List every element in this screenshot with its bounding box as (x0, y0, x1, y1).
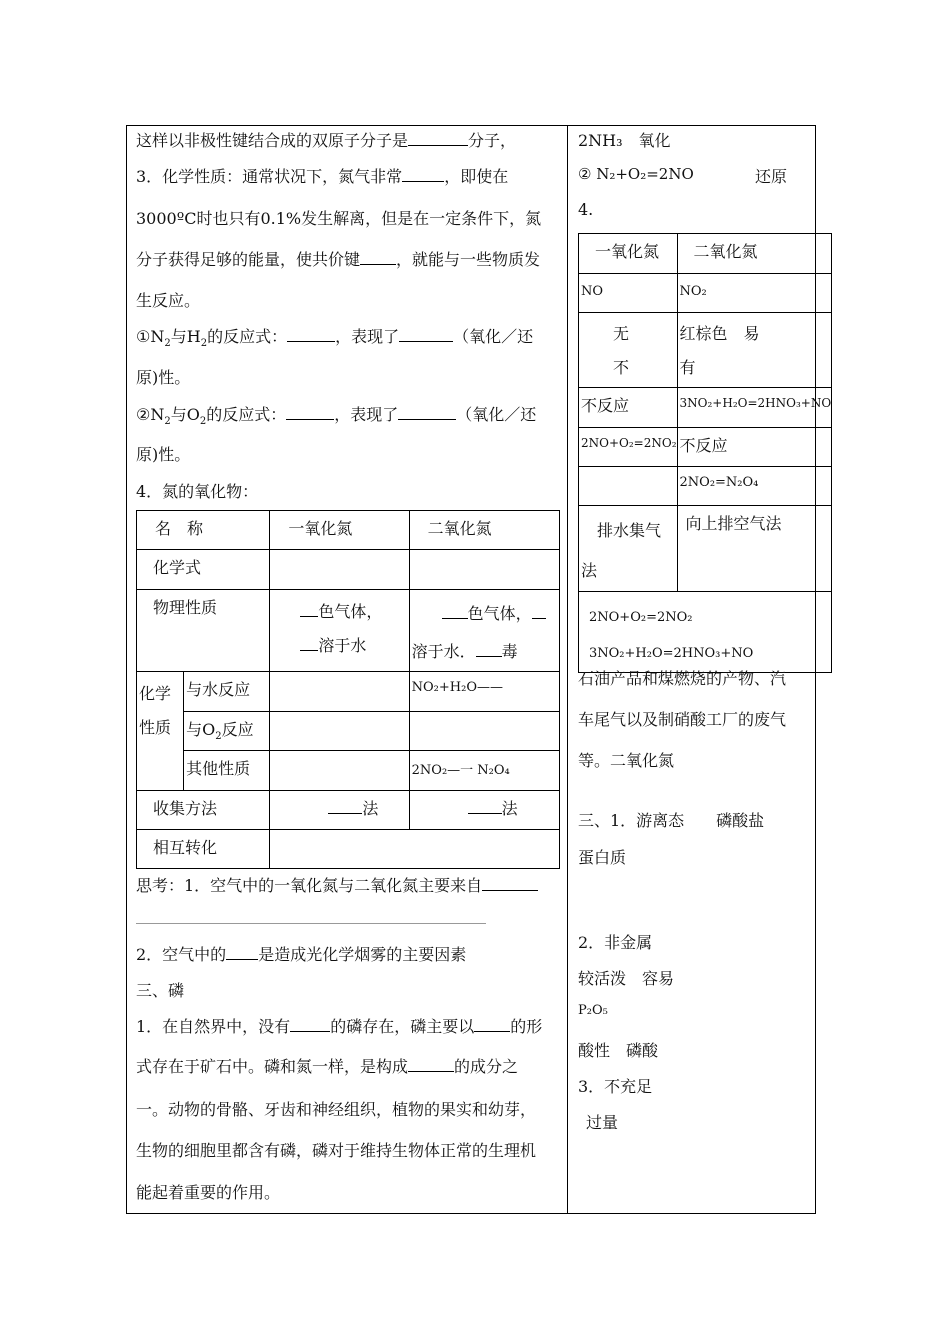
text-line: 分子获得足够的能量，使共价键 ，就能与一些物质发 (136, 250, 541, 269)
table-row-label: 物理性质 (137, 590, 270, 672)
text-line: 生反应。 (136, 291, 201, 310)
table-cell: 2NO₂—一 N₂O₄ (409, 751, 559, 791)
table-header: 一氧化氮 (579, 234, 678, 274)
answer-text: 较活泼 容易 (578, 969, 675, 988)
column-divider (567, 125, 568, 1214)
table-cell: 3NO₂+H₂O=2HNO₃+NO (677, 388, 832, 428)
table-header: 一氧化氮 (270, 511, 409, 550)
answer-text: 2．非金属 (578, 933, 653, 952)
table-cell: 不反应 (579, 388, 678, 428)
table-cell: 不反应 (677, 428, 832, 467)
answer-text: 3．不充足 (578, 1077, 653, 1096)
text-line: 能起着重要的作用。 (136, 1183, 281, 1202)
text-line: 思考：1．空气中的一氧化氮与二氧化氮主要来自 (136, 873, 538, 896)
table-cell: 向上排空气法 (677, 506, 832, 592)
text-line: 式存在于矿石中。磷和氮一样，是构成 的成分之 (136, 1057, 519, 1076)
table-header: 二氧化氮 (409, 511, 559, 550)
section-heading: 三、磷 (136, 981, 185, 1000)
answer-text: 蛋白质 (578, 848, 627, 867)
answer-line (136, 923, 486, 924)
table-cell: NO (579, 274, 678, 313)
table-cell (409, 712, 559, 751)
table-row-label: 与水反应 (184, 672, 270, 712)
answer-text: 三、1．游离态 磷酸盐 (578, 811, 765, 830)
table-cell (579, 467, 678, 506)
table-cell: 排水集气 法 (579, 506, 678, 592)
text-line: $②N_2$与$O_2$的反应式： ，表现了 （氧化／还 (136, 405, 537, 428)
table-row-label: 化学式 (137, 550, 270, 590)
answer-text: 还原 (755, 167, 788, 186)
table-row-label: 收集方法 (137, 791, 270, 830)
table-cell: 2NO+O₂=2NO₂ 3NO₂+H₂O=2HNO₃+NO (579, 592, 832, 673)
table-cell (409, 550, 559, 590)
text-line: 4．氮的氧化物： (136, 482, 259, 501)
table-cell: 2NO₂=N₂O₄ (677, 467, 832, 506)
answer-text: 过量 (586, 1113, 619, 1132)
text-line: 1．在自然界中，没有 的磷存在，磷主要以 的形 (136, 1017, 543, 1036)
table-cell (270, 751, 409, 791)
table-row-label: 相互转化 (137, 830, 270, 869)
table-header: 二氧化氮 (677, 234, 832, 274)
table-row-label: 化学 性质 (137, 672, 184, 791)
table-cell: 法 (409, 791, 559, 830)
text-line: $①N_2$与$H_2$的反应式： ，表现了 （氧化／还 (136, 327, 534, 350)
table-row-label: 与$O_2$反应 (184, 712, 270, 751)
answer-table (578, 233, 832, 673)
answer-text: 2NH₃ 氧化 (578, 131, 671, 150)
answer-text: 等。二氧化氮 (578, 751, 675, 770)
answer-text: 车尾气以及制硝酸工厂的废气 (578, 710, 787, 729)
table-cell: 色气体， 溶于水 (270, 590, 409, 672)
table-cell: NO₂ (677, 274, 832, 313)
answer-text: 酸性 磷酸 (578, 1041, 659, 1060)
answer-text: P₂O₅ (578, 1003, 608, 1018)
text-line: 3000ºC时也只有0.1%发生解离，但是在一定条件下，氮 (136, 209, 542, 228)
text-line: 原)性。 (136, 445, 191, 464)
text-line: 这样以非极性键结合成的双原子分子是 分子， (136, 131, 517, 150)
table-header: 名 称 (137, 511, 270, 550)
text-line: 生物的细胞里都含有磷，磷对于维持生物体正常的生理机 (136, 1141, 537, 1160)
table-cell: 色气体， 溶于水． 毒 (409, 590, 559, 672)
table-cell: 红棕色 易 有 (677, 313, 832, 388)
table-cell: NO₂+H₂O—— (409, 672, 559, 712)
table-cell (270, 712, 409, 751)
answer-text: 石油产品和煤燃烧的产物、汽 (578, 669, 787, 688)
table-cell (270, 550, 409, 590)
table-cell: 法 (270, 791, 409, 830)
nitrogen-oxides-table (136, 510, 560, 869)
text-line: 2．空气中的 是造成光化学烟雾的主要因素 (136, 945, 467, 964)
table-cell: 2NO+O₂=2NO₂ (579, 428, 678, 467)
answer-text: ② N₂+O₂=2NO (578, 165, 694, 183)
answer-text: 4. (578, 200, 594, 219)
table-cell (270, 830, 560, 869)
text-line: 一。动物的骨骼、牙齿和神经组织，植物的果实和幼芽， (136, 1100, 537, 1119)
text-line: 原)性。 (136, 368, 191, 387)
table-cell: 无 不 (579, 313, 678, 388)
table-cell (270, 672, 409, 712)
text-line: 3．化学性质：通常状况下，氮气非常 ，即使在 (136, 167, 509, 186)
table-row-label: 其他性质 (184, 751, 270, 791)
